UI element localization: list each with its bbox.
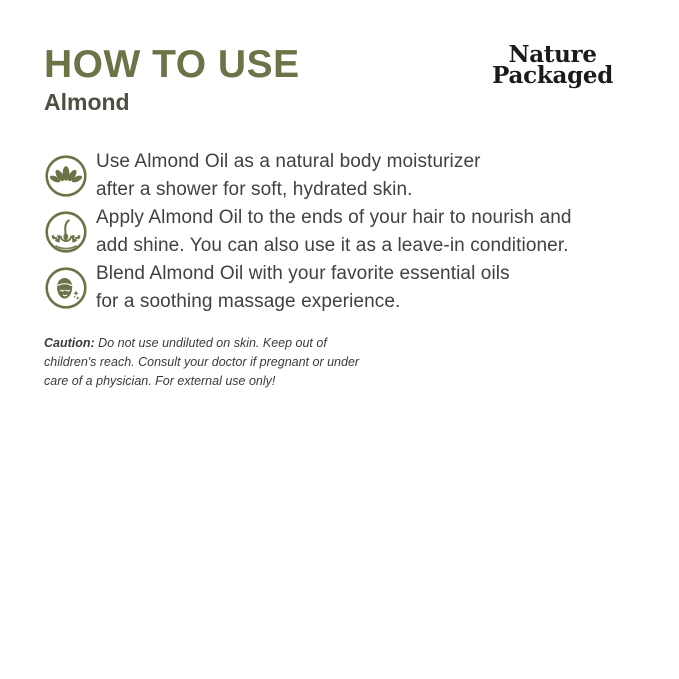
step-line: Apply Almond Oil to the ends of your hair to nourish and [96, 207, 572, 228]
lotus-leaves-icon [44, 154, 88, 198]
brand-logo-line2: Packaged [492, 62, 613, 89]
face-mask-icon [44, 266, 88, 310]
step-text [96, 204, 572, 260]
page-title: HOW TO USE [44, 43, 300, 86]
step-line: for a soothing massage experience. [96, 291, 401, 312]
caution-text: Do not use undiluted on skin. Keep out of children's reach. Consult your doctor if pregnant or under care of a physician. For external use only! [44, 336, 360, 388]
caution-note [44, 334, 360, 391]
step-row-hair [44, 204, 659, 260]
step-row-moisturizer [44, 148, 659, 204]
step-line: after a shower for soft, hydrated skin. [96, 179, 413, 200]
step-text [96, 260, 510, 316]
step-row-massage [44, 260, 659, 316]
brand-logo-line1: Nature [508, 41, 597, 68]
step-text [96, 148, 481, 204]
brand-logo [492, 41, 613, 89]
hair-follicle-icon [44, 210, 88, 254]
page-subtitle: Almond [44, 89, 130, 115]
step-line: Use Almond Oil as a natural body moisturizer [96, 151, 481, 172]
caution-label: Caution: [44, 336, 95, 350]
how-to-use-steps [44, 148, 659, 316]
step-line: add shine. You can also use it as a leave-in conditioner. [96, 235, 569, 256]
step-line: Blend Almond Oil with your favorite essential oils [96, 263, 510, 284]
